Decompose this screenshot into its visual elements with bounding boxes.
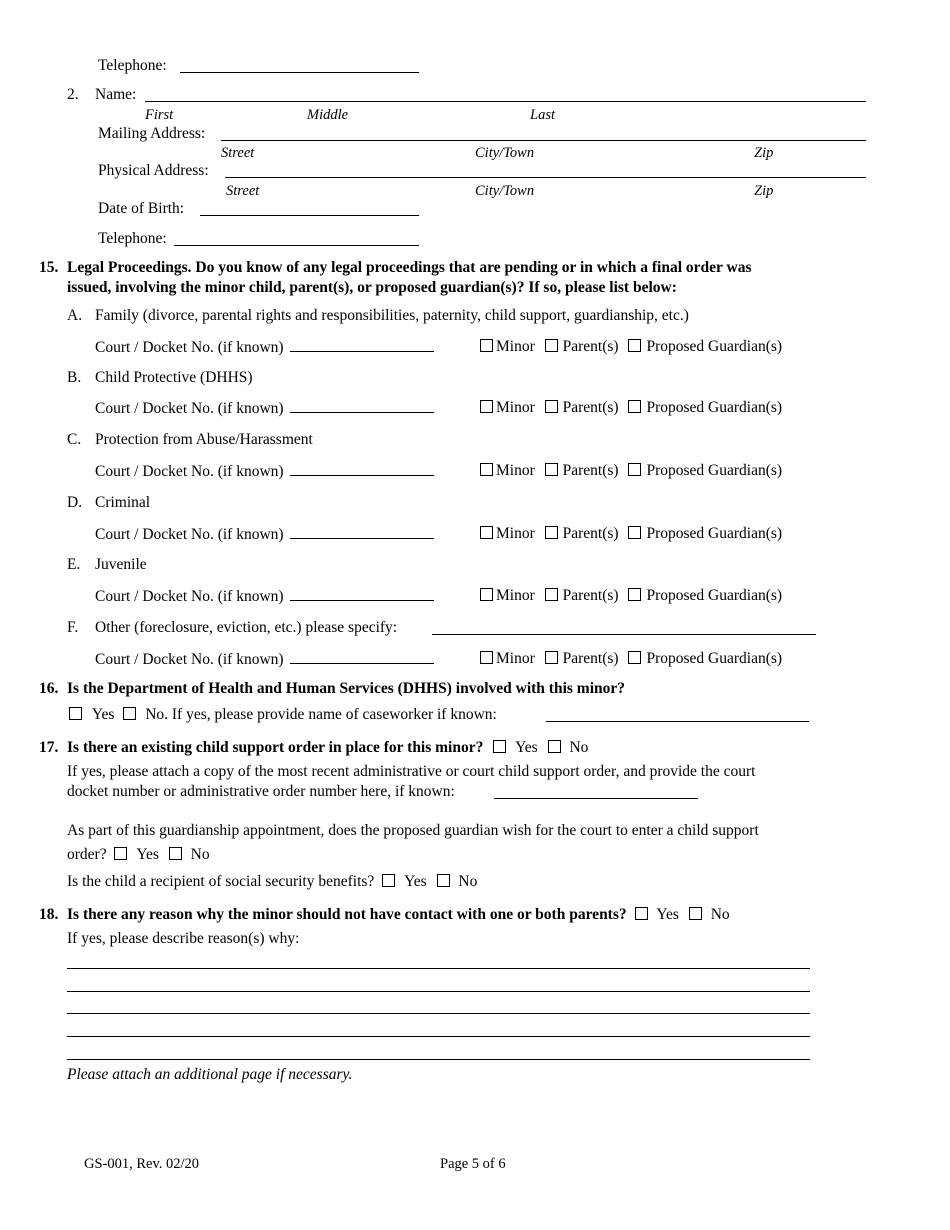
social-security-question: Is the child a recipient of social security benefits? [67, 873, 375, 890]
support-question-line2 [67, 846, 210, 864]
reason-line[interactable] [67, 1036, 810, 1037]
guardian-label: Proposed Guardian(s) [646, 399, 783, 416]
guardian-checkbox[interactable] [628, 339, 641, 352]
minor-checkbox[interactable] [480, 588, 493, 601]
support-order-label: order? [67, 846, 107, 863]
q18-number: 18. [39, 906, 59, 923]
ss-no-label: No [458, 873, 478, 890]
q15-section-letter: D. [67, 494, 83, 511]
guardian-label: Proposed Guardian(s) [646, 338, 783, 355]
minor-checkbox[interactable] [480, 339, 493, 352]
minor-label: Minor [496, 587, 535, 604]
name-field[interactable] [145, 101, 866, 102]
reason-line[interactable] [67, 968, 810, 969]
parents-checkbox[interactable] [545, 526, 558, 539]
parents-checkbox[interactable] [545, 463, 558, 476]
parents-label: Parent(s) [562, 587, 619, 604]
court-row [95, 587, 434, 606]
mailing-street-caption: Street [221, 145, 255, 161]
party-options [480, 587, 782, 605]
docket-number-field[interactable] [494, 798, 698, 799]
court-docket-field[interactable] [290, 525, 434, 539]
mailing-address-field[interactable] [221, 140, 866, 141]
q18-yes-label: Yes [656, 906, 679, 923]
q16-answer-row [69, 706, 497, 724]
parents-label: Parent(s) [562, 338, 619, 355]
physical-zip-caption: Zip [754, 183, 774, 199]
court-row [95, 338, 434, 357]
q15-title-line1: Legal Proceedings. Do you know of any legal proceedings that are pending or in which a final order was [67, 259, 752, 276]
support-no-label: No [190, 846, 210, 863]
q16-number: 16. [39, 680, 59, 697]
page-number: Page 5 of 6 [440, 1156, 506, 1172]
court-docket-field[interactable] [290, 650, 434, 664]
q18-title-row [67, 906, 730, 924]
court-docket-field[interactable] [290, 338, 434, 352]
minor-label: Minor [496, 462, 535, 479]
form-id: GS-001, Rev. 02/20 [84, 1156, 200, 1172]
reason-line[interactable] [67, 1013, 810, 1014]
minor-label: Minor [496, 525, 535, 542]
q15-section-letter: E. [67, 556, 81, 573]
reason-line[interactable] [67, 1059, 810, 1060]
support-question-line1: As part of this guardianship appointment, does the proposed guardian wish for the court to enter a child support [67, 822, 759, 839]
parents-label: Parent(s) [562, 525, 619, 542]
q18-no-checkbox[interactable] [689, 907, 702, 920]
q15-section-letter: F. [67, 619, 79, 636]
guardian-label: Proposed Guardian(s) [646, 525, 783, 542]
q17-no-checkbox[interactable] [548, 740, 561, 753]
party-options [480, 650, 782, 668]
q15-title-line2: issued, involving the minor child, parent(s), or proposed guardian(s)? If so, please list below: [67, 279, 677, 296]
court-row [95, 650, 434, 669]
other-specify-field[interactable] [432, 634, 816, 635]
q15-section-label: Criminal [95, 494, 151, 511]
minor-checkbox[interactable] [480, 526, 493, 539]
name-first-caption: First [145, 107, 174, 123]
telephone-field[interactable] [180, 72, 419, 73]
q17-yes-checkbox[interactable] [493, 740, 506, 753]
q16-yes-label: Yes [91, 706, 115, 723]
court-docket-field[interactable] [290, 587, 434, 601]
court-docket-field[interactable] [290, 462, 434, 476]
ss-yes-label: Yes [404, 873, 427, 890]
mailing-address-label: Mailing Address: [98, 125, 206, 142]
parents-checkbox[interactable] [545, 400, 558, 413]
court-docket-label: Court / Docket No. (if known) [95, 400, 284, 417]
minor-checkbox[interactable] [480, 400, 493, 413]
q16-no-text: No. If yes, please provide name of caseworker if known: [145, 706, 497, 723]
name-label: Name: [95, 86, 137, 103]
name-last-caption: Last [530, 107, 555, 123]
parents-label: Parent(s) [562, 650, 619, 667]
court-docket-field[interactable] [290, 399, 434, 413]
q17-text-line2: docket number or administrative order number here, if known: [67, 783, 455, 800]
dob-field[interactable] [200, 215, 419, 216]
q17-title: Is there an existing child support order in place for this minor? [67, 739, 484, 756]
parents-label: Parent(s) [562, 399, 619, 416]
minor-label: Minor [496, 338, 535, 355]
q15-section-label: Protection from Abuse/Harassment [95, 431, 313, 448]
social-security-row [67, 873, 477, 891]
guardian-checkbox[interactable] [628, 463, 641, 476]
party-options [480, 399, 782, 417]
party-options [480, 525, 782, 543]
court-row [95, 399, 434, 418]
court-docket-label: Court / Docket No. (if known) [95, 463, 284, 480]
q15-number: 15. [39, 259, 59, 276]
item-number-2: 2. [67, 86, 79, 103]
q18-yes-checkbox[interactable] [635, 907, 648, 920]
physical-street-caption: Street [226, 183, 260, 199]
court-docket-label: Court / Docket No. (if known) [95, 526, 284, 543]
guardian-checkbox[interactable] [628, 651, 641, 664]
ss-no-checkbox[interactable] [437, 874, 450, 887]
dob-label: Date of Birth: [98, 200, 185, 217]
q15-section-label: Family (divorce, parental rights and responsibilities, paternity, child support, guardianship, etc.) [95, 307, 689, 324]
q17-number: 17. [39, 739, 59, 756]
guardian-label: Proposed Guardian(s) [646, 462, 783, 479]
court-row [95, 525, 434, 544]
court-docket-label: Court / Docket No. (if known) [95, 588, 284, 605]
name-middle-caption: Middle [307, 107, 349, 123]
q15-section-label: Juvenile [95, 556, 147, 573]
parents-label: Parent(s) [562, 462, 619, 479]
caseworker-name-field[interactable] [546, 721, 809, 722]
q17-text-line1: If yes, please attach a copy of the most recent administrative or court child support order, and provide the court [67, 763, 756, 780]
q16-yes-checkbox[interactable] [69, 707, 82, 720]
telephone-label: Telephone: [98, 57, 167, 74]
attach-page-note: Please attach an additional page if necessary. [67, 1066, 353, 1083]
minor-label: Minor [496, 399, 535, 416]
party-options [480, 338, 782, 356]
guardian-checkbox[interactable] [628, 588, 641, 601]
q16-title: Is the Department of Health and Human Services (DHHS) involved with this minor? [67, 680, 625, 697]
q18-title: Is there any reason why the minor should not have contact with one or both parents? [67, 906, 627, 923]
q18-no-label: No [710, 906, 730, 923]
q15-section-letter: C. [67, 431, 82, 448]
q17-no-label: No [569, 739, 589, 756]
physical-address-label: Physical Address: [98, 162, 209, 179]
minor-checkbox[interactable] [480, 651, 493, 664]
q15-section-label: Other (foreclosure, eviction, etc.) please specify: [95, 619, 398, 636]
q15-section-letter: B. [67, 369, 82, 386]
q15-section-label: Child Protective (DHHS) [95, 369, 253, 386]
telephone2-field[interactable] [174, 245, 419, 246]
party-options [480, 462, 782, 480]
parents-checkbox[interactable] [545, 651, 558, 664]
court-docket-label: Court / Docket No. (if known) [95, 651, 284, 668]
support-yes-checkbox[interactable] [114, 847, 127, 860]
guardian-checkbox[interactable] [628, 400, 641, 413]
parents-checkbox[interactable] [545, 339, 558, 352]
ss-yes-checkbox[interactable] [382, 874, 395, 887]
support-yes-label: Yes [136, 846, 159, 863]
mailing-city-caption: City/Town [475, 145, 535, 161]
physical-city-caption: City/Town [475, 183, 535, 199]
guardian-label: Proposed Guardian(s) [646, 650, 783, 667]
court-docket-label: Court / Docket No. (if known) [95, 339, 284, 356]
q15-section-letter: A. [67, 307, 83, 324]
q16-no-checkbox[interactable] [123, 707, 136, 720]
physical-address-field[interactable] [225, 177, 866, 178]
parents-checkbox[interactable] [545, 588, 558, 601]
mailing-zip-caption: Zip [754, 145, 774, 161]
court-row [95, 462, 434, 481]
guardian-checkbox[interactable] [628, 526, 641, 539]
minor-checkbox[interactable] [480, 463, 493, 476]
support-no-checkbox[interactable] [169, 847, 182, 860]
q17-title-row [67, 739, 588, 757]
guardian-label: Proposed Guardian(s) [646, 587, 783, 604]
telephone2-label: Telephone: [98, 230, 167, 247]
reason-line[interactable] [67, 991, 810, 992]
q18-describe-label: If yes, please describe reason(s) why: [67, 930, 300, 947]
q17-yes-label: Yes [515, 739, 538, 756]
minor-label: Minor [496, 650, 535, 667]
